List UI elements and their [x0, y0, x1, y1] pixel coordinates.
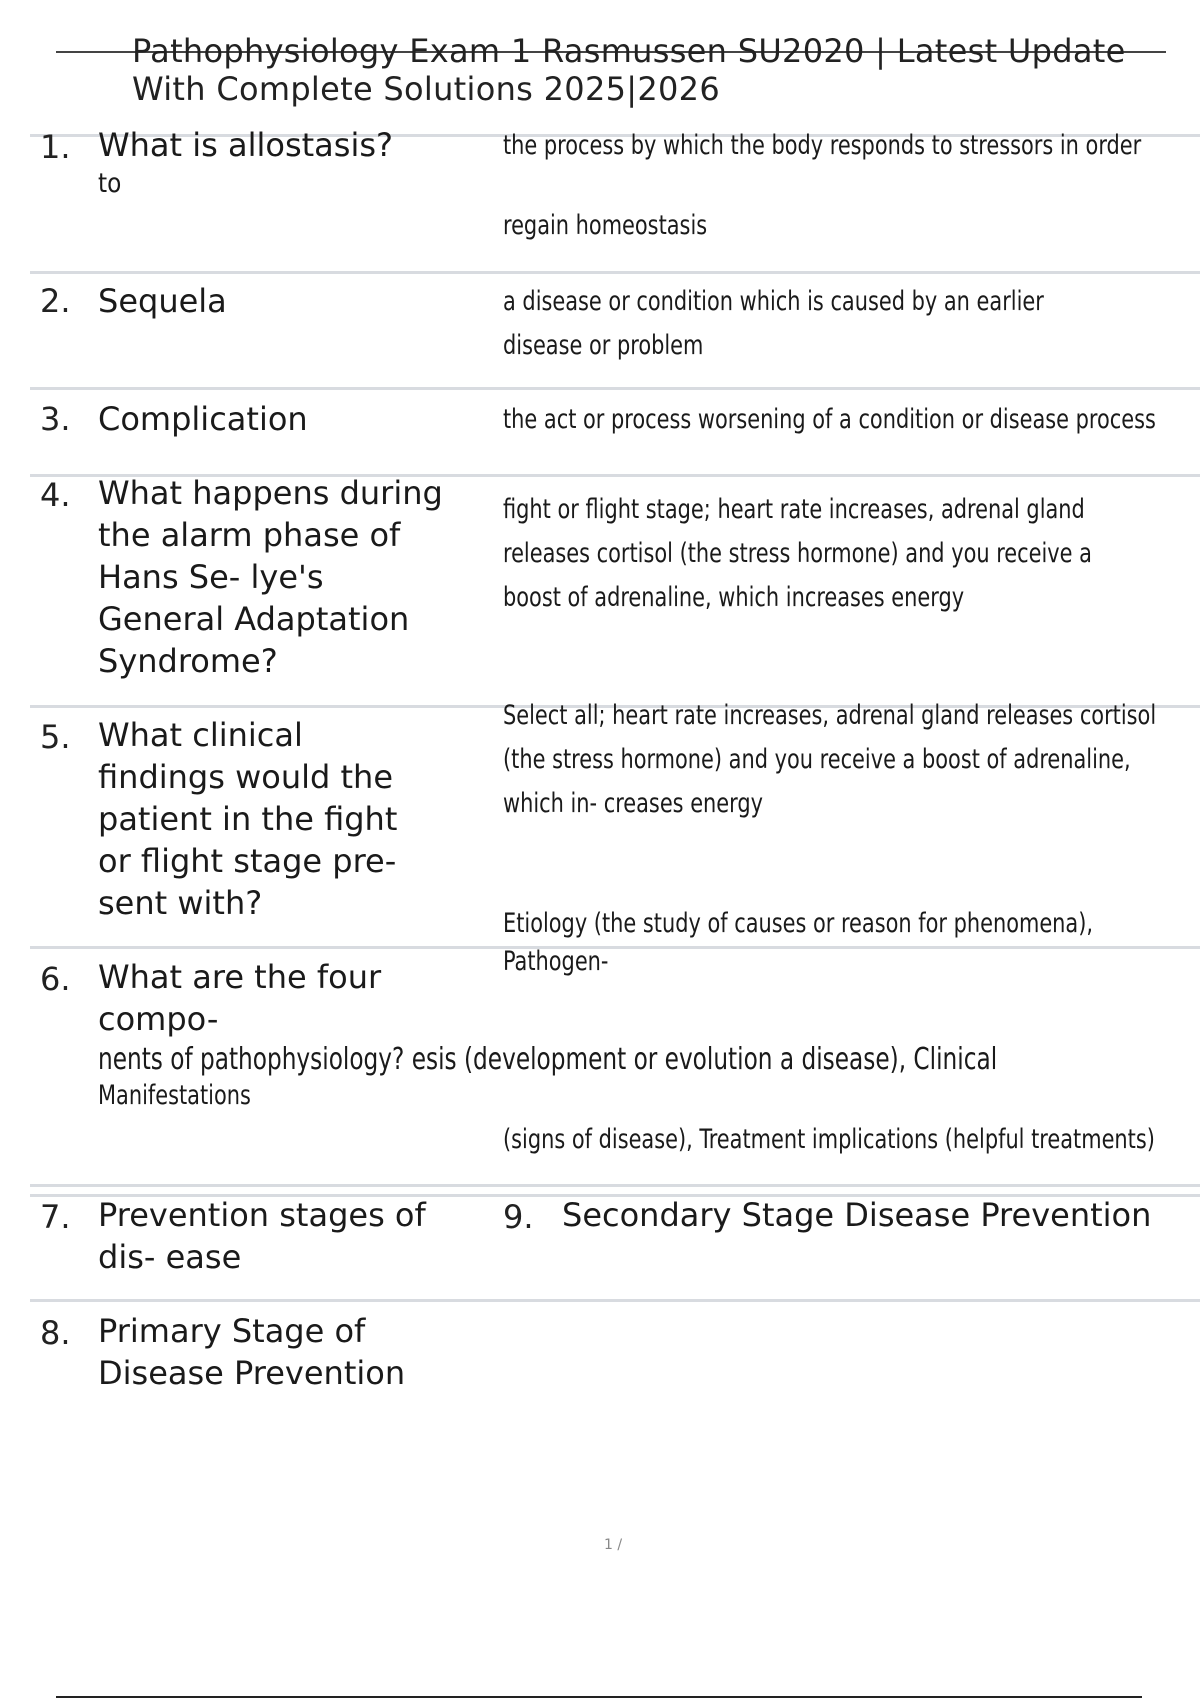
item-number: 7.: [40, 1198, 71, 1236]
item-number: 1.: [40, 128, 71, 166]
page-title-line-2: With Complete Solutions 2025|2026: [132, 70, 720, 108]
question-text: [98, 1310, 483, 1394]
question-tail: to: [98, 168, 122, 199]
question-line: What clinical: [98, 716, 303, 754]
answer-text: (signs of disease), Treatment implications (helpful treatments): [503, 1124, 1155, 1155]
question-line: General Adaptation: [98, 600, 410, 638]
answer-text: the act or process worsening of a condition or disease process: [503, 404, 1156, 435]
page-title-line-1: Pathophysiology Exam 1 Rasmussen SU2020 | Latest Update: [132, 32, 1126, 70]
item-number: 9.: [503, 1198, 534, 1236]
answer-text: Etiology (the study of causes or reason for phenomena),: [503, 908, 1094, 939]
question-text: [98, 1194, 483, 1278]
row-separator: [30, 271, 1200, 274]
question-text: Sequela: [98, 282, 227, 320]
answer-text: which in- creases energy: [503, 788, 763, 819]
answer-text: a disease or condition which is caused by an earlier: [503, 286, 1044, 317]
question-line: Syndrome?: [98, 642, 278, 680]
answer-text: Pathogen-: [503, 946, 609, 977]
footer-rule: [56, 1696, 1142, 1698]
question-line: Hans Se- lye's: [98, 558, 324, 596]
answer-text: fight or flight stage; heart rate increases, adrenal gland: [503, 494, 1085, 525]
page-number: 1 /: [604, 1537, 623, 1553]
answer-text: Manifestations: [98, 1080, 251, 1111]
item-number: 3.: [40, 400, 71, 438]
question-text: Complication: [98, 400, 308, 438]
question-text: [98, 472, 483, 682]
question-line: dis- ease: [98, 1238, 242, 1276]
item-number: 4.: [40, 476, 71, 514]
answer-text: regain homeostasis: [503, 210, 708, 241]
question-line: compo-: [98, 1000, 219, 1038]
answer-text: releases cortisol (the stress hormone) and you receive a: [503, 538, 1092, 569]
row-separator: [30, 946, 1200, 949]
answer-text: boost of adrenaline, which increases energy: [503, 582, 965, 613]
question-line: sent with?: [98, 884, 263, 922]
question-line: Prevention stages of: [98, 1196, 426, 1234]
item-number: 6.: [40, 960, 71, 998]
question-line: What are the four: [98, 958, 382, 996]
answer-text: (the stress hormone) and you receive a boost of adrenaline,: [503, 744, 1131, 775]
question-text: Secondary Stage Disease Prevention: [562, 1196, 1152, 1234]
question-line: Disease Prevention: [98, 1354, 406, 1392]
question-line: or flight stage pre-: [98, 842, 397, 880]
answer-text: the process by which the body responds to stressors in order: [503, 130, 1142, 161]
row-separator: [30, 1299, 1200, 1302]
item-number: 5.: [40, 718, 71, 756]
answer-text: disease or problem: [503, 330, 704, 361]
answer-text: Select all; heart rate increases, adrenal gland releases cortisol: [503, 700, 1157, 731]
row-separator: [30, 1184, 1200, 1187]
question-line: the alarm phase of: [98, 516, 401, 554]
item-number: 8.: [40, 1314, 71, 1352]
question-line: Primary Stage of: [98, 1312, 366, 1350]
question-line: patient in the fight: [98, 800, 398, 838]
question-text: What is allostasis?: [98, 126, 393, 164]
question-line: findings would the: [98, 758, 393, 796]
item-number: 2.: [40, 282, 71, 320]
answer-text: nents of pathophysiology? esis (development or evolution a disease), Clinical: [98, 1042, 998, 1077]
question-text: [98, 714, 483, 924]
question-line: What happens during: [98, 474, 443, 512]
question-text: [98, 956, 483, 1040]
row-separator: [30, 387, 1200, 390]
